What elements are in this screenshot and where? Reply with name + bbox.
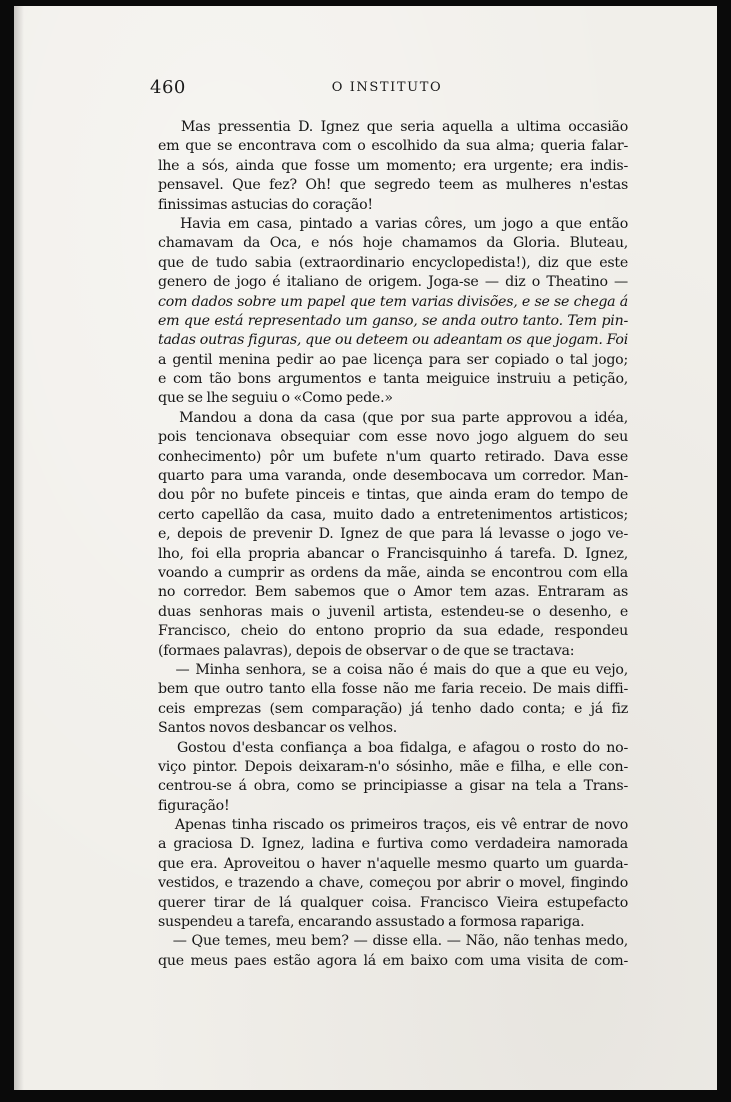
text-line: vestidos, e trazendo a chave, começou por abrir o movel, fingindo (158, 875, 628, 892)
text-line: voando a cumprir as ordens da mãe, ainda se encontrou com ella (158, 564, 628, 581)
text-line: querer tirar de lá qualquer coisa. Francisco Vieira estupefacto (158, 894, 628, 911)
text-line: genero de jogo é italiano de origem. Joga-se — diz o Theatino — (158, 274, 628, 291)
text-line: — Minha senhora, se a coisa não é mais do que a que eu vejo, (158, 661, 628, 678)
text-line: a graciosa D. Ignez, ladina e furtiva como verdadeira namorada (158, 836, 628, 853)
text-line: que era. Aproveitou o haver n'aquelle mesmo quarto um guarda- (158, 855, 628, 872)
text-line: pensavel. Que fez? Oh! que segredo teem as mulheres n'estas (158, 177, 628, 194)
page-number: 460 (150, 77, 186, 98)
text-line: e, depois de prevenir D. Ignez de que para lá levasse o jogo ve- (158, 526, 628, 543)
text-line: (formaes palavras), depois de observar o de que se tractava: (158, 642, 575, 659)
page-header (150, 77, 624, 101)
text-line: pois tencionava obsequiar com esse novo jogo alguem do seu (158, 429, 628, 446)
text-line: a gentil menina pedir ao pae licença para ser copiado o tal jogo; (158, 351, 628, 368)
text-line: centrou-se á obra, como se principiasse a gisar na tela a Trans- (158, 778, 628, 795)
text-line: lho, foi ella propria abancar o Francisquinho á tarefa. D. Ignez, (158, 545, 628, 562)
text-line: lhe a sós, ainda que fosse um momento; era urgente; era indis- (158, 157, 628, 174)
body-text (158, 118, 628, 971)
text-line: tadas outras figuras, que ou deteem ou adeantam os que jogam. Foi (158, 332, 628, 349)
text-line: Havia em casa, pintado a varias côres, um jogo a que então (158, 215, 628, 232)
text-line: Mandou a dona da casa (que por sua parte approvou a idéa, (158, 409, 628, 426)
text-line: bem que outro tanto ella fosse não me faria receio. De mais diffi- (158, 681, 628, 698)
text-line: com dados sobre um papel que tem varias divisões, e se se chega á (158, 293, 628, 310)
text-line: finissimas astucias do coração! (158, 196, 373, 213)
text-line: quarto para uma varanda, onde desembocava um corredor. Man- (158, 468, 628, 485)
text-line: e com tão bons argumentos e tanta meiguice instruiu a petição, (158, 371, 628, 388)
text-line: certo capellão da casa, muito dado a entretenimentos artisticos; (158, 506, 628, 523)
text-line: chamavam da Oca, e nós hoje chamamos da Gloria. Bluteau, (158, 235, 628, 252)
text-line: conhecimento) pôr um bufete n'um quarto retirado. Dava esse (158, 448, 628, 465)
text-line: viço pintor. Depois deixaram-n'o sósinho, mãe e filha, e elle con- (158, 758, 628, 775)
text-line: Santos novos desbancar os velhos. (158, 720, 398, 737)
text-line: figuração! (158, 797, 230, 814)
gutter-shadow (14, 6, 24, 1090)
text-line: no corredor. Bem sabemos que o Amor tem azas. Entraram as (158, 584, 628, 601)
text-line: Apenas tinha riscado os primeiros traços, eis vê entrar de novo (158, 817, 628, 834)
running-title: O INSTITUTO (331, 80, 443, 95)
text-line: que meus paes estão agora lá em baixo com uma visita de com- (158, 952, 628, 969)
text-line: Gostou d'esta confiança a boa fidalga, e afagou o rosto do no- (158, 739, 628, 756)
text-line: duas senhoras mais o juvenil artista, estendeu-se o desenho, e (158, 603, 628, 620)
text-line: em que se encontrava com o escolhido da sua alma; queria falar- (158, 138, 628, 155)
text-line: ceis emprezas (sem comparação) já tenho dado conta; e já fiz (158, 700, 628, 717)
text-line: que se lhe seguiu o «Como pede.» (158, 390, 393, 407)
text-line: — Que temes, meu bem? — disse ella. — Não, não tenhas medo, (158, 933, 628, 950)
text-line: suspendeu a tarefa, encarando assustado a formosa rapariga. (158, 914, 585, 931)
text-line: que de tudo sabia (extraordinario encyclopedista!), diz que este (158, 254, 628, 271)
text-line: em que está representado um ganso, se anda outro tanto. Tem pin- (158, 312, 628, 329)
text-line: dou pôr no bufete pinceis e tintas, que ainda eram do tempo de (158, 487, 628, 504)
text-line: Mas pressentia D. Ignez que seria aquella a ultima occasião (158, 119, 628, 135)
text-line: Francisco, cheio do entono proprio da sua edade, respondeu (158, 623, 628, 640)
